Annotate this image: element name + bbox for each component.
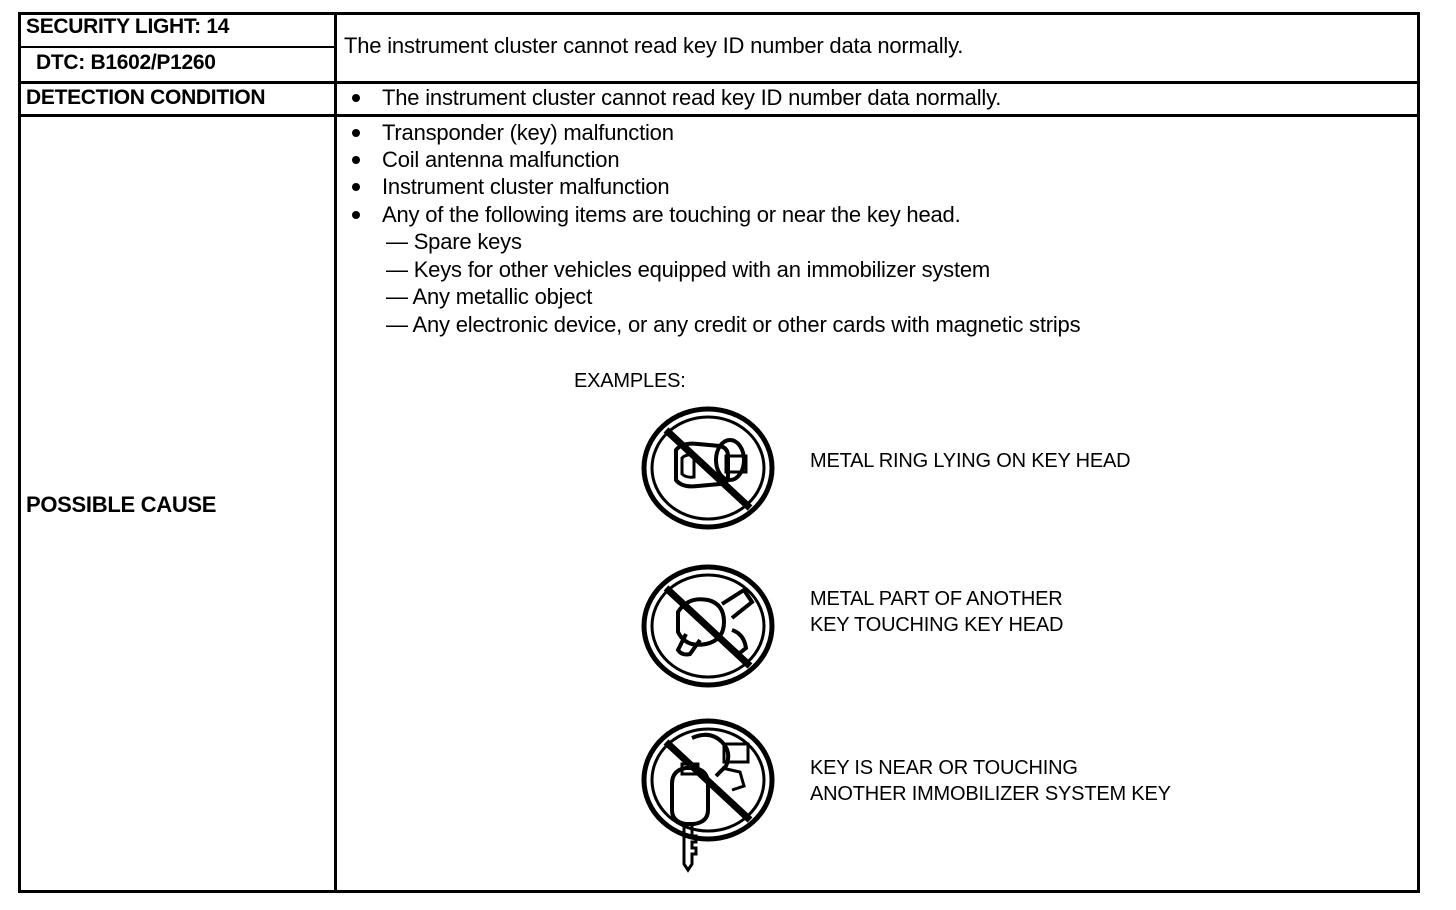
- cause-sub-item: — Keys for other vehicles equipped with an immobilizer system: [386, 257, 991, 282]
- no-metal-ring-on-key-icon: [638, 402, 780, 534]
- bullet-icon: [352, 211, 360, 219]
- bullet-icon: [352, 94, 360, 102]
- example-caption: METAL RING LYING ON KEY HEAD: [810, 450, 1131, 472]
- bullet-icon: [352, 129, 360, 137]
- bullet-icon: [352, 156, 360, 164]
- possible-cause-label: POSSIBLE CAUSE: [26, 492, 217, 517]
- detection-bottom-line: [18, 114, 1420, 117]
- detection-item: [352, 86, 1001, 110]
- no-key-touching-key-icon: [638, 560, 780, 692]
- dtc-code-label: DTC: B1602/P1260: [36, 51, 216, 74]
- detection-condition-label: DETECTION CONDITION: [26, 86, 266, 109]
- column-divider: [334, 12, 337, 893]
- cause-item: [352, 202, 960, 228]
- cause-item: [352, 174, 669, 200]
- cause-item-text: Any of the following items are touching or near the key head.: [382, 202, 961, 227]
- cause-sub-item: — Any electronic device, or any credit or other cards with magnetic strips: [386, 312, 1081, 337]
- detection-item-text: The instrument cluster cannot read key ID number data normally.: [382, 85, 1002, 110]
- cause-item: [352, 147, 619, 173]
- header-split-line: [18, 46, 335, 48]
- cause-item-text: Instrument cluster malfunction: [382, 174, 670, 199]
- dtc-description: The instrument cluster cannot read key ID number data normally.: [344, 33, 964, 58]
- no-immobilizer-key-near-key-icon: [638, 714, 780, 874]
- bullet-icon: [352, 183, 360, 191]
- security-light-label: SECURITY LIGHT: 14: [26, 15, 230, 38]
- example-caption: METAL PART OF ANOTHER KEY TOUCHING KEY HEAD: [810, 588, 1064, 636]
- cause-sub-item: — Spare keys: [386, 229, 522, 254]
- header-bottom-line: [18, 81, 1420, 84]
- example-caption: KEY IS NEAR OR TOUCHING ANOTHER IMMOBILIZER SYSTEM KEY: [810, 757, 1171, 805]
- cause-item-text: Transponder (key) malfunction: [382, 120, 674, 145]
- cause-item-text: Coil antenna malfunction: [382, 147, 620, 172]
- cause-sub-item: — Any metallic object: [386, 284, 593, 309]
- cause-item: [352, 120, 674, 146]
- examples-label: EXAMPLES:: [574, 370, 686, 392]
